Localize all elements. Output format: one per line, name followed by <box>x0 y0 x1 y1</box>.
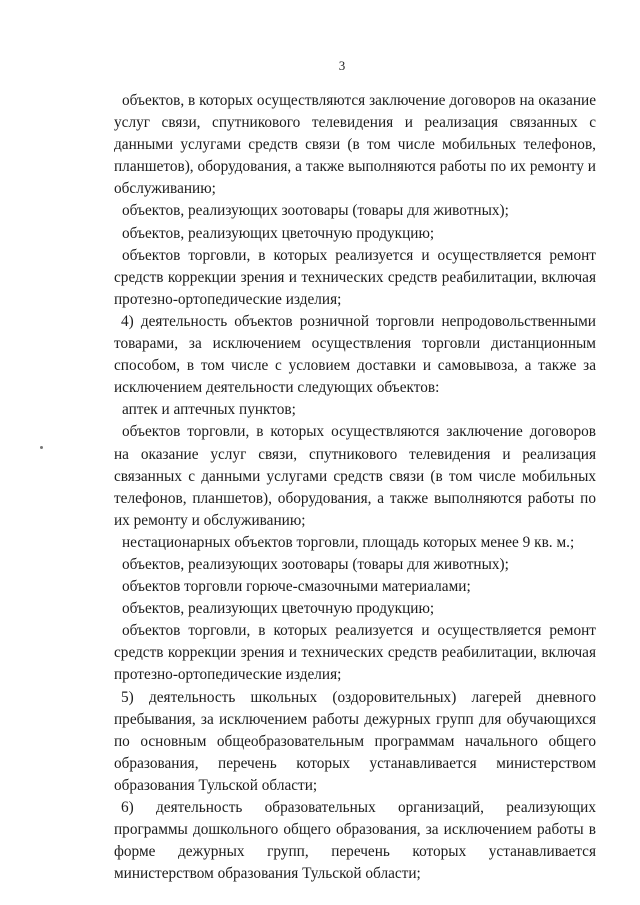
paragraph-item-5-school-camps: 5) деятельность школьных (оздоровительных) лагерей дневного пребывания, за исключением работы дежурных групп для обучающихся по основным общеобразовательным программам начального общего образования, перечень которых устанавливается министерством образования Тульской области; <box>114 688 596 794</box>
scan-speck <box>40 446 43 449</box>
paragraph-communication-retail: объектов торговли, в которых осуществляются заключение договоров на оказание услуг связи, спутникового телевидения и реализация связанных с данными услугами средств связи (в том числе мобильных телефонов, планшетов), оборудования, а также выполняются работы по их ремонту и обслуживанию; <box>114 423 596 529</box>
page-number: 3 <box>338 58 346 73</box>
paragraph-pharmacies: аптек и аптечных пунктов; <box>122 401 296 419</box>
paragraph-flower-products: объектов, реализующих цветочную продукцию; <box>122 224 435 242</box>
paragraph-communication-objects: объектов, в которых осуществляются заключение договоров на оказание услуг связи, спутникового телевидения и реализация связанных с данными услугами средств связи (в том числе мобильных телефонов, планшетов), оборудования, а также выполняются работы по их ремонту и обслуживанию; <box>114 92 596 198</box>
paragraph-pet-supplies-2: объектов, реализующих зоотовары (товары для животных); <box>122 555 509 573</box>
document-body <box>114 90 596 885</box>
paragraph-fuel-lubricants: объектов торговли горюче-смазочными материалами; <box>122 578 471 596</box>
paragraph-nonstationary-objects: нестационарных объектов торговли, площадь которых менее 9 кв. м.; <box>122 533 575 551</box>
paragraph-item-6-preschool: 6) деятельность образовательных организаций, реализующих программы дошкольного общего образования, за исключением работы в форме дежурных групп, перечень которых устанавливается министерством образования Тульской области; <box>114 799 596 883</box>
paragraph-item-4-nonfood-retail: 4) деятельность объектов розничной торговли непродовольственными товарами, за исключением осуществления торговли дистанционным способом, в том числе с условием доставки и самовывоза, а также за исключением деятельности следующих объектов: <box>114 312 596 397</box>
paragraph-vision-rehabilitation-2: объектов торговли, в которых реализуется и осуществляется ремонт средств коррекции зрения и технических средств реабилитации, включая протезно-ортопедические изделия; <box>114 622 596 684</box>
paragraph-pet-supplies: объектов, реализующих зоотовары (товары для животных); <box>122 202 509 220</box>
paragraph-flower-products-2: объектов, реализующих цветочную продукцию; <box>122 600 435 618</box>
paragraph-vision-rehabilitation: объектов торговли, в которых реализуется и осуществляется ремонт средств коррекции зрения и технических средств реабилитации, включая протезно-ортопедические изделия; <box>114 246 596 308</box>
